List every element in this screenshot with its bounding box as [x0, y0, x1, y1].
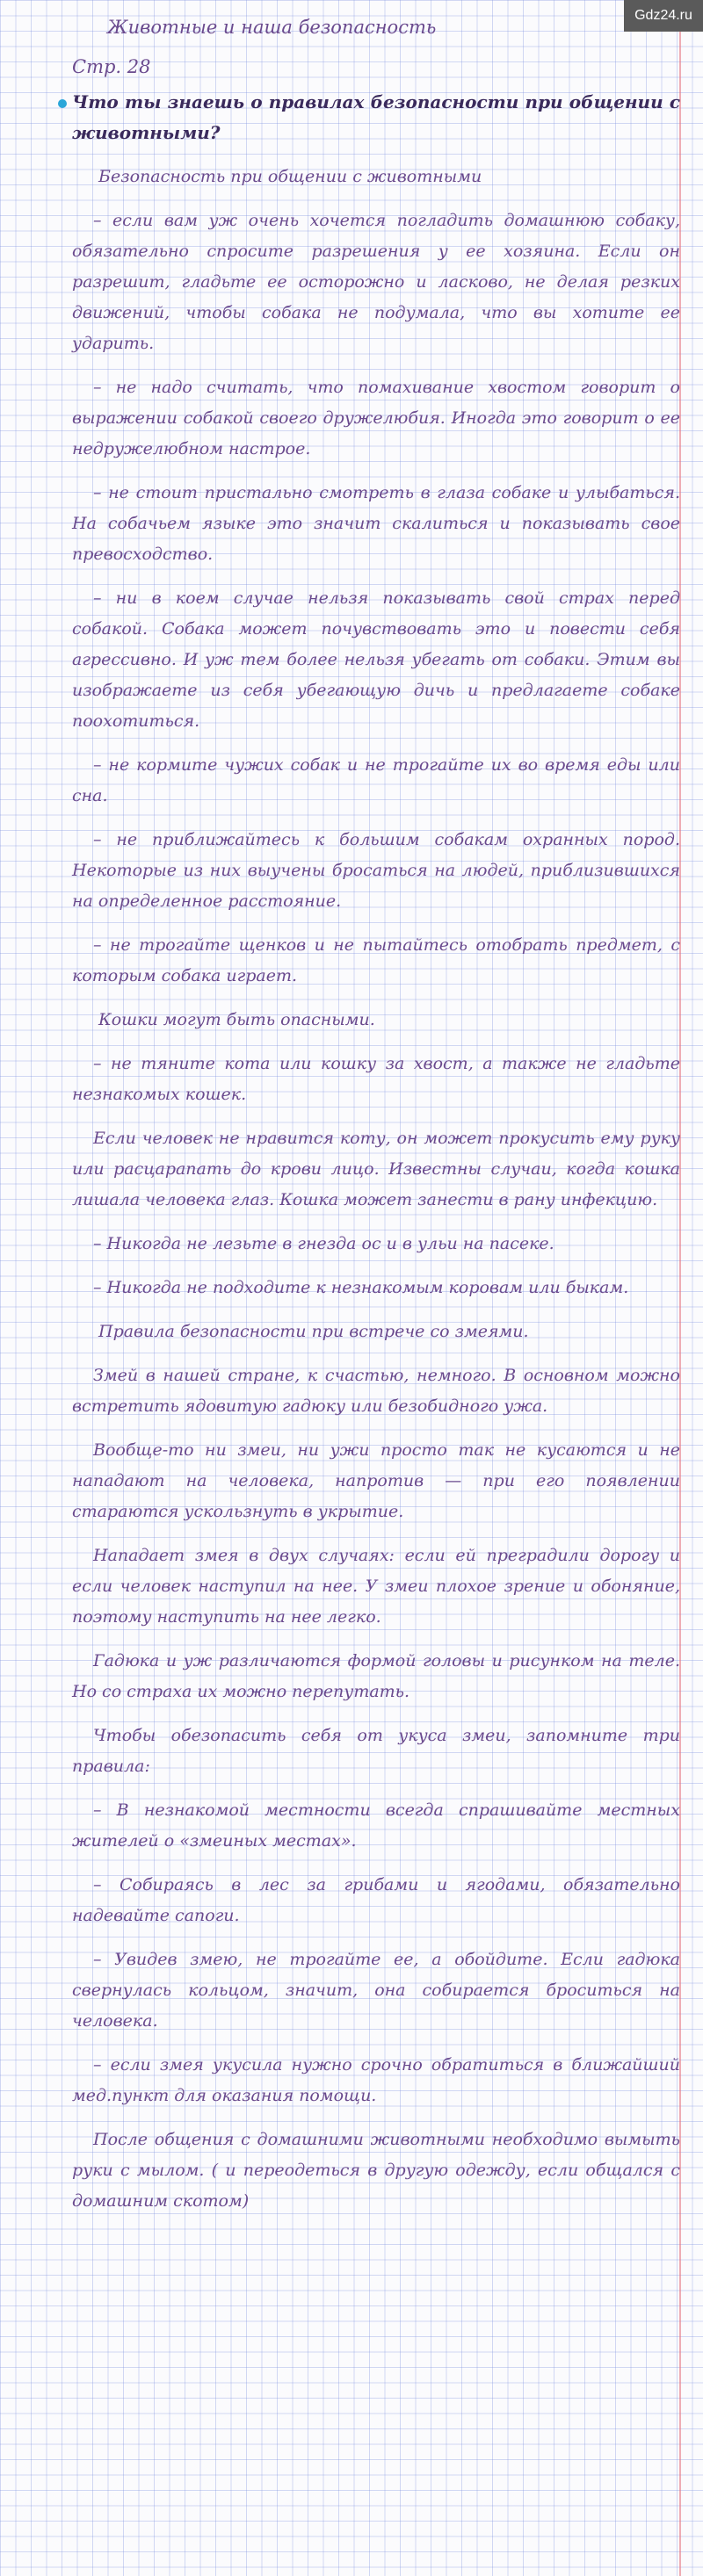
section-heading-dogs: Безопасность при общении с животными	[98, 167, 482, 186]
notebook-page	[72, 12, 680, 2230]
answer-paragraph: Если человек не нравится коту, он может прокусить ему руку или расцарапать до крови лицо. Известны случаи, когда кошка лишала человека глаз. Кошка может занести в рану инфекцию.	[72, 1129, 680, 1209]
answer-paragraph: – не трогайте щенков и не пытайтесь отобрать предмет, с которым собака играет.	[72, 935, 680, 985]
answer-paragraph: Гадюка и уж различаются формой головы и рисунком на теле. Но со страха их можно перепутать.	[72, 1651, 680, 1701]
answer-paragraph: – Собираясь в лес за грибами и ягодами, обязательно надевайте сапоги.	[72, 1875, 680, 1925]
section-heading-cats: Кошки могут быть опасными.	[98, 1010, 375, 1029]
answer-paragraph: – не стоит пристально смотреть в глаза собаке и улыбаться. На собачьем языке это значит скалиться и показывать свое превосходство.	[72, 483, 680, 564]
answer-paragraph: После общения с домашними животными необходимо вымыть руки с мылом. ( и переодеться в другую одежду, если общался с домашним скотом)	[72, 2130, 680, 2211]
answer-paragraph: – не надо считать, что помахивание хвостом говорит о выражении собакой своего дружелюбия. Иногда это говорит о ее недружелюбном настрое.	[72, 378, 680, 458]
answer-paragraph: – не тяните кота или кошку за хвост, а также не гладьте незнакомых кошек.	[72, 1054, 680, 1104]
answer-paragraph: – не приближайтесь к большим собакам охранных пород. Некоторые из них выучены бросаться на людей, приблизившихся на определенное расстояние.	[72, 830, 680, 911]
answer-paragraph: – если змея укусила нужно срочно обратиться в ближайший мед.пункт для оказания помощи.	[72, 2055, 680, 2105]
answer-paragraph: – Увидев змею, не трогайте ее, а обойдите. Если гадюка свернулась кольцом, значит, она собирается броситься на человека.	[72, 1950, 680, 2031]
page-number: Стр. 28	[72, 56, 151, 77]
answer-paragraph: – не кормите чужих собак и не трогайте их во время еды или сна.	[72, 755, 680, 805]
section-heading-snakes: Правила безопасности при встрече со змеями.	[98, 1322, 529, 1341]
answer-paragraph: Нападает змея в двух случаях: если ей преградили дорогу и если человек наступил на нее. У змеи плохое зрение и обоняние, поэтому наступить на нее легко.	[72, 1546, 680, 1627]
answer-paragraph: – Никогда не лезьте в гнезда ос и в ульи на пасеке.	[93, 1234, 554, 1253]
question-heading	[72, 87, 680, 148]
question-text: Что ты знаешь о правилах безопасности при общении с животными?	[72, 91, 680, 143]
bullet-icon	[58, 99, 67, 108]
site-badge[interactable]: Gdz24.ru	[624, 0, 703, 32]
answer-paragraph: Вообще-то ни змеи, ни ужи просто так не кусаются и не нападают на человека, напротив — при его появлении стараются ускользнуть в укрытие.	[72, 1440, 680, 1521]
answer-paragraph: – В незнакомой местности всегда спрашивайте местных жителей о «змеиных местах».	[72, 1800, 680, 1851]
answer-paragraph: – если вам уж очень хочется погладить домашнюю собаку, обязательно спросите разрешения у ее хозяина. Если он разрешит, гладьте ее осторожно и ласково, не делая резких движений, чтобы собака не подумала, что вы хотите ее ударить.	[72, 211, 680, 353]
page-title: Животные и наша безопасность	[107, 17, 437, 38]
answer-paragraph: Чтобы обезопасить себя от укуса змеи, запомните три правила:	[72, 1726, 680, 1776]
answer-paragraph: – Никогда не подходите к незнакомым коровам или быкам.	[93, 1278, 629, 1297]
answer-paragraph: – ни в коем случае нельзя показывать свой страх перед собакой. Собака может почувствовать это и повести себя агрессивно. И уж тем более нельзя убегать от собаки. Этим вы изображаете из себя убегающую дичь и предлагаете собаке поохотиться.	[72, 588, 680, 731]
answer-paragraph: Змей в нашей стране, к счастью, немного. В основном можно встретить ядовитую гадюку или безобидного ужа.	[72, 1366, 680, 1416]
